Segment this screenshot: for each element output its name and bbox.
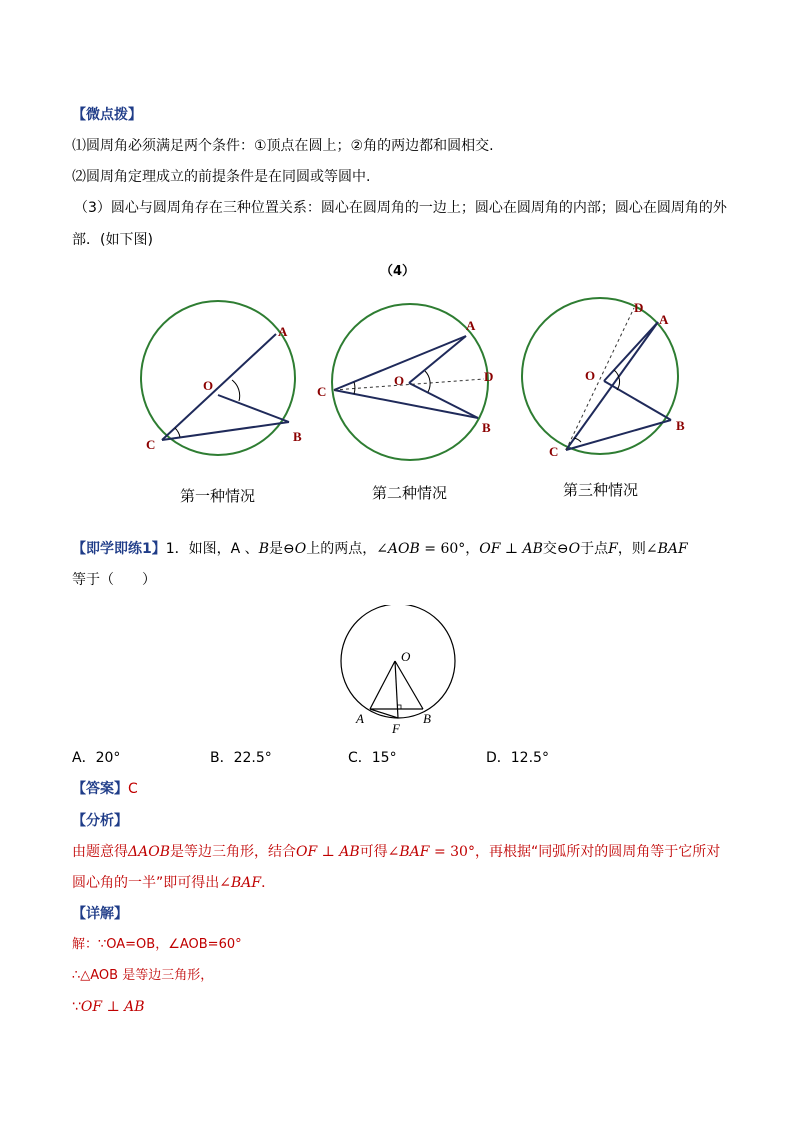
tip-point-3-line-1: （3）圆心与圆周角存在三种位置关系：圆心在圆周角的一边上；圆心在圆周角的内部；圆心在圆周角的外 <box>74 200 727 216</box>
case-2-caption: 第二种情况 <box>372 484 448 502</box>
case-1-label-C: C <box>146 437 156 452</box>
answer-line <box>72 779 138 799</box>
case-3-label-C: C <box>549 444 559 459</box>
option-a: A．20° <box>72 750 121 766</box>
exercise-label-B: B <box>423 711 431 726</box>
case-2-label-C: C <box>317 384 327 399</box>
case-2-diagram <box>317 304 493 460</box>
case-1-diagram <box>141 301 302 455</box>
analysis-line-1: 由题意得ΔAOB是等边三角形，结合OF ⊥ AB可得∠BAF = 30°，再根据“同弧所对的圆周角等于它所对 <box>72 844 721 860</box>
analysis-line-2: 圆心角的一半”即可得出∠BAF． <box>72 875 276 891</box>
tip-point-3-line-2: 部．(如下图) <box>72 232 153 248</box>
detail-line-3: ∵OF ⊥ AB <box>72 999 145 1015</box>
case-3-label-A: A <box>659 312 669 327</box>
case-1-label-A: A <box>278 324 288 339</box>
exercise-figure <box>336 605 462 735</box>
option-b: B．22.5° <box>210 750 272 766</box>
detail-line-2: ∴△AOB 是等边三角形， <box>72 968 214 983</box>
case-1-caption: 第一种情况 <box>180 487 256 505</box>
detail-line-1: 解：∵OA=OB，∠AOB=60° <box>72 937 242 952</box>
exercise-label-F: F <box>392 721 400 735</box>
tip-point-2: ⑵圆周角定理成立的前提条件是在同圆或等圆中. <box>72 169 371 185</box>
exercise-header: 【即学即练1】 <box>72 541 166 557</box>
answer-header: 【答案】 <box>72 781 128 797</box>
exercise-stem-line-1: 【即学即练1】1．如图，A 、B是⊖O上的两点，∠AOB = 60°，OF ⊥ AB交⊖O于点F，则∠BAF <box>72 541 688 557</box>
case-3-label-O: O <box>585 368 596 383</box>
case-2-label-A: A <box>466 318 476 333</box>
case-3-circle <box>522 298 678 454</box>
case-3-label-B: B <box>676 418 685 433</box>
case-3-label-D: D <box>634 300 644 315</box>
option-c: C．15° <box>348 750 397 766</box>
case-2-label-O: O <box>394 373 405 388</box>
inscribed-angle-cases-figure <box>130 292 700 467</box>
case-2-label-B: B <box>482 420 491 435</box>
tip-point-1: ⑴圆周角必须满足两个条件：①顶点在圆上；②角的两边都和圆相交. <box>72 138 494 154</box>
option-d: D．12.5° <box>486 750 549 766</box>
analysis-header: 【分析】 <box>72 813 128 829</box>
exercise-label-A: A <box>356 711 364 726</box>
case-1-label-O: O <box>203 378 214 393</box>
answer-value: C <box>128 781 138 797</box>
exercise-label-O: O <box>401 649 411 664</box>
case-2-label-D: D <box>484 369 494 384</box>
detail-header: 【详解】 <box>72 906 128 922</box>
case-3-diagram <box>522 298 685 459</box>
case-1-label-B: B <box>293 429 302 444</box>
case-3-caption: 第三种情况 <box>563 481 639 499</box>
exercise-stem-line-2: 等于（ ） <box>72 572 156 588</box>
tip-header: 【微点拨】 <box>72 107 142 123</box>
figure-label: （4） <box>380 264 416 279</box>
exercise-circle <box>341 605 455 718</box>
